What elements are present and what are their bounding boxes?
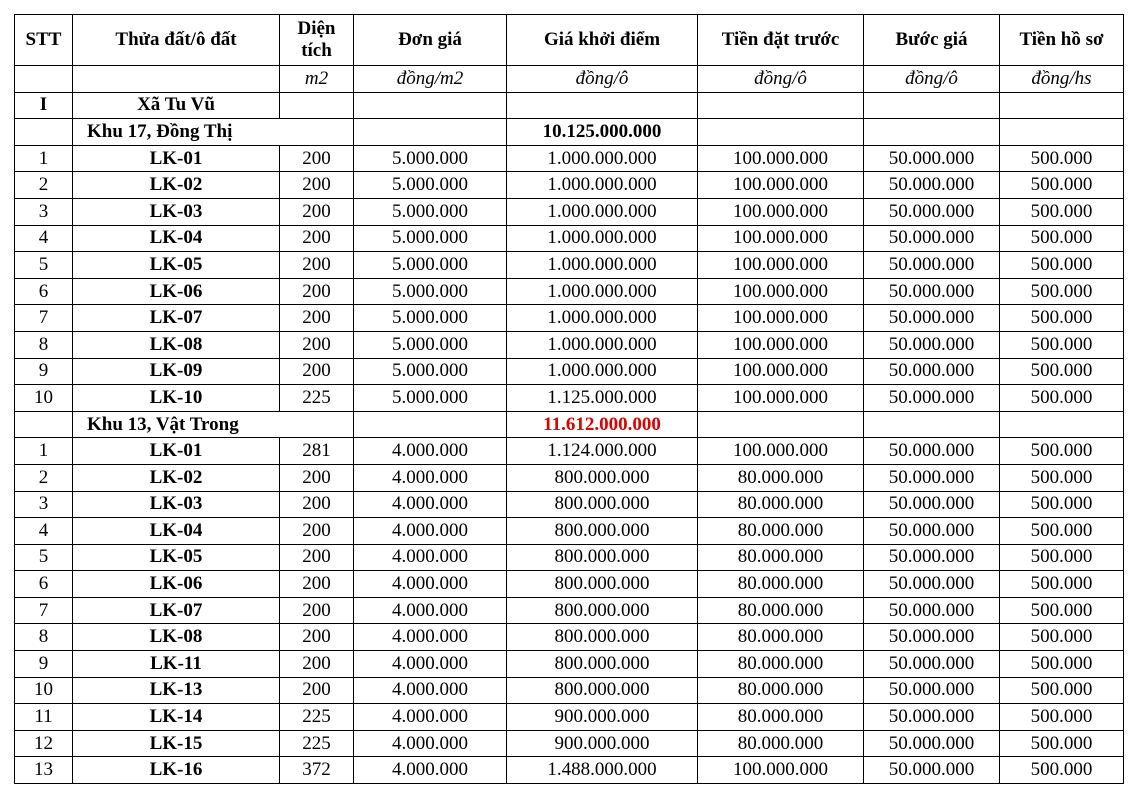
row-starting-price: 1.488.000.000 — [507, 757, 698, 784]
section-row — [15, 92, 1124, 119]
row-area: 200 — [280, 491, 354, 518]
row-deposit: 100.000.000 — [698, 385, 864, 412]
row-stt: 10 — [15, 677, 73, 704]
header-stt: STT — [15, 15, 73, 66]
table-row — [15, 331, 1124, 358]
row-unit-price: 4.000.000 — [354, 491, 507, 518]
row-stt: 7 — [15, 305, 73, 332]
row-parcel: LK-05 — [73, 544, 280, 571]
row-starting-price: 1.000.000.000 — [507, 145, 698, 172]
row-starting-price: 800.000.000 — [507, 464, 698, 491]
row-starting-price: 800.000.000 — [507, 491, 698, 518]
row-unit-price: 5.000.000 — [354, 358, 507, 385]
row-unit-price: 4.000.000 — [354, 571, 507, 598]
row-price-step: 50.000.000 — [864, 757, 1000, 784]
row-deposit: 80.000.000 — [698, 624, 864, 651]
table-row — [15, 438, 1124, 465]
row-area: 372 — [280, 757, 354, 784]
row-dossier-fee: 500.000 — [1000, 145, 1124, 172]
row-stt: 9 — [15, 651, 73, 678]
row-parcel: LK-13 — [73, 677, 280, 704]
row-area: 200 — [280, 544, 354, 571]
row-deposit: 80.000.000 — [698, 704, 864, 731]
row-starting-price: 1.000.000.000 — [507, 278, 698, 305]
row-starting-price: 1.000.000.000 — [507, 225, 698, 252]
area-total: 10.125.000.000 — [507, 119, 698, 146]
row-starting-price: 1.000.000.000 — [507, 358, 698, 385]
row-price-step: 50.000.000 — [864, 651, 1000, 678]
row-deposit: 100.000.000 — [698, 225, 864, 252]
row-parcel: LK-06 — [73, 278, 280, 305]
row-price-step: 50.000.000 — [864, 358, 1000, 385]
table-row — [15, 198, 1124, 225]
row-stt: 2 — [15, 464, 73, 491]
row-starting-price: 1.125.000.000 — [507, 385, 698, 412]
row-dossier-fee: 500.000 — [1000, 385, 1124, 412]
row-stt: 11 — [15, 704, 73, 731]
row-unit-price: 4.000.000 — [354, 624, 507, 651]
row-parcel: LK-05 — [73, 252, 280, 279]
row-unit-price: 5.000.000 — [354, 145, 507, 172]
row-starting-price: 1.000.000.000 — [507, 252, 698, 279]
row-deposit: 100.000.000 — [698, 145, 864, 172]
row-stt: 6 — [15, 571, 73, 598]
row-starting-price: 800.000.000 — [507, 651, 698, 678]
row-unit-price: 4.000.000 — [354, 757, 507, 784]
unit-cell: đồng/m2 — [354, 66, 507, 93]
row-dossier-fee: 500.000 — [1000, 730, 1124, 757]
row-stt: 1 — [15, 438, 73, 465]
row-area: 200 — [280, 331, 354, 358]
row-parcel: LK-08 — [73, 624, 280, 651]
row-area: 200 — [280, 278, 354, 305]
row-parcel: LK-07 — [73, 305, 280, 332]
table-row — [15, 544, 1124, 571]
row-parcel: LK-02 — [73, 464, 280, 491]
row-dossier-fee: 500.000 — [1000, 172, 1124, 199]
row-price-step: 50.000.000 — [864, 597, 1000, 624]
row-area: 200 — [280, 172, 354, 199]
row-stt: 3 — [15, 198, 73, 225]
row-unit-price: 4.000.000 — [354, 651, 507, 678]
row-stt: 8 — [15, 624, 73, 651]
row-price-step: 50.000.000 — [864, 730, 1000, 757]
row-area: 200 — [280, 145, 354, 172]
row-stt: 10 — [15, 385, 73, 412]
row-starting-price: 1.000.000.000 — [507, 331, 698, 358]
row-price-step: 50.000.000 — [864, 624, 1000, 651]
row-dossier-fee: 500.000 — [1000, 518, 1124, 545]
table-row — [15, 385, 1124, 412]
unit-cell: đồng/ô — [864, 66, 1000, 93]
row-area: 200 — [280, 651, 354, 678]
header-unit-price: Đơn giá — [354, 15, 507, 66]
row-deposit: 100.000.000 — [698, 305, 864, 332]
row-starting-price: 800.000.000 — [507, 597, 698, 624]
header-deposit: Tiền đặt trước — [698, 15, 864, 66]
row-parcel: LK-02 — [73, 172, 280, 199]
unit-cell: đồng/hs — [1000, 66, 1124, 93]
row-price-step: 50.000.000 — [864, 385, 1000, 412]
row-stt: 12 — [15, 730, 73, 757]
row-parcel: LK-01 — [73, 145, 280, 172]
land-auction-table — [14, 14, 1124, 784]
row-stt: 8 — [15, 331, 73, 358]
row-deposit: 100.000.000 — [698, 198, 864, 225]
area-total: 11.612.000.000 — [507, 411, 698, 438]
row-area: 225 — [280, 704, 354, 731]
row-dossier-fee: 500.000 — [1000, 438, 1124, 465]
row-area: 200 — [280, 677, 354, 704]
row-price-step: 50.000.000 — [864, 518, 1000, 545]
row-starting-price: 1.000.000.000 — [507, 172, 698, 199]
row-area: 281 — [280, 438, 354, 465]
row-parcel: LK-07 — [73, 597, 280, 624]
row-dossier-fee: 500.000 — [1000, 198, 1124, 225]
row-unit-price: 5.000.000 — [354, 331, 507, 358]
unit-cell: đồng/ô — [507, 66, 698, 93]
row-unit-price: 5.000.000 — [354, 252, 507, 279]
row-stt: 5 — [15, 252, 73, 279]
row-area: 200 — [280, 225, 354, 252]
row-dossier-fee: 500.000 — [1000, 331, 1124, 358]
row-stt: 13 — [15, 757, 73, 784]
row-starting-price: 900.000.000 — [507, 730, 698, 757]
header-row — [15, 15, 1124, 66]
header-area: Diện tích — [280, 15, 354, 66]
table-row — [15, 651, 1124, 678]
row-deposit: 80.000.000 — [698, 677, 864, 704]
row-parcel: LK-11 — [73, 651, 280, 678]
row-parcel: LK-09 — [73, 358, 280, 385]
row-price-step: 50.000.000 — [864, 145, 1000, 172]
row-dossier-fee: 500.000 — [1000, 677, 1124, 704]
row-unit-price: 4.000.000 — [354, 730, 507, 757]
row-stt: 4 — [15, 225, 73, 252]
row-parcel: LK-08 — [73, 331, 280, 358]
row-dossier-fee: 500.000 — [1000, 597, 1124, 624]
row-area: 200 — [280, 571, 354, 598]
unit-cell — [15, 66, 73, 93]
row-parcel: LK-06 — [73, 571, 280, 598]
row-deposit: 100.000.000 — [698, 252, 864, 279]
table-row — [15, 172, 1124, 199]
row-starting-price: 1.000.000.000 — [507, 198, 698, 225]
row-parcel: LK-14 — [73, 704, 280, 731]
table-row — [15, 730, 1124, 757]
row-unit-price: 5.000.000 — [354, 225, 507, 252]
table-row — [15, 278, 1124, 305]
row-area: 200 — [280, 624, 354, 651]
row-price-step: 50.000.000 — [864, 438, 1000, 465]
row-area: 200 — [280, 597, 354, 624]
row-dossier-fee: 500.000 — [1000, 464, 1124, 491]
row-price-step: 50.000.000 — [864, 704, 1000, 731]
row-unit-price: 5.000.000 — [354, 198, 507, 225]
row-dossier-fee: 500.000 — [1000, 757, 1124, 784]
row-stt: 3 — [15, 491, 73, 518]
row-dossier-fee: 500.000 — [1000, 704, 1124, 731]
row-unit-price: 4.000.000 — [354, 704, 507, 731]
row-price-step: 50.000.000 — [864, 464, 1000, 491]
area-row — [15, 119, 1124, 146]
table-row — [15, 677, 1124, 704]
table-row — [15, 145, 1124, 172]
table-row — [15, 757, 1124, 784]
row-dossier-fee: 500.000 — [1000, 305, 1124, 332]
row-price-step: 50.000.000 — [864, 225, 1000, 252]
row-stt: 1 — [15, 145, 73, 172]
header-parcel: Thửa đất/ô đất — [73, 15, 280, 66]
row-dossier-fee: 500.000 — [1000, 225, 1124, 252]
table-row — [15, 358, 1124, 385]
units-row — [15, 66, 1124, 93]
header-starting-price: Giá khởi điểm — [507, 15, 698, 66]
row-area: 200 — [280, 358, 354, 385]
table-row — [15, 225, 1124, 252]
table-row — [15, 518, 1124, 545]
row-price-step: 50.000.000 — [864, 252, 1000, 279]
row-deposit: 80.000.000 — [698, 730, 864, 757]
row-stt: 6 — [15, 278, 73, 305]
row-parcel: LK-16 — [73, 757, 280, 784]
row-deposit: 80.000.000 — [698, 651, 864, 678]
row-unit-price: 4.000.000 — [354, 677, 507, 704]
row-deposit: 100.000.000 — [698, 757, 864, 784]
table-row — [15, 491, 1124, 518]
table-row — [15, 305, 1124, 332]
row-parcel: LK-03 — [73, 198, 280, 225]
section-stt: I — [15, 92, 73, 119]
row-stt: 9 — [15, 358, 73, 385]
row-price-step: 50.000.000 — [864, 172, 1000, 199]
row-stt: 2 — [15, 172, 73, 199]
row-starting-price: 800.000.000 — [507, 677, 698, 704]
table-row — [15, 624, 1124, 651]
row-deposit: 80.000.000 — [698, 464, 864, 491]
row-deposit: 100.000.000 — [698, 438, 864, 465]
row-starting-price: 1.124.000.000 — [507, 438, 698, 465]
row-dossier-fee: 500.000 — [1000, 624, 1124, 651]
row-dossier-fee: 500.000 — [1000, 252, 1124, 279]
row-deposit: 100.000.000 — [698, 278, 864, 305]
unit-cell — [73, 66, 280, 93]
row-starting-price: 800.000.000 — [507, 624, 698, 651]
row-deposit: 80.000.000 — [698, 597, 864, 624]
row-price-step: 50.000.000 — [864, 305, 1000, 332]
row-dossier-fee: 500.000 — [1000, 358, 1124, 385]
table-row — [15, 464, 1124, 491]
row-area: 200 — [280, 252, 354, 279]
row-unit-price: 4.000.000 — [354, 544, 507, 571]
row-deposit: 100.000.000 — [698, 331, 864, 358]
row-parcel: LK-01 — [73, 438, 280, 465]
table-row — [15, 704, 1124, 731]
row-starting-price: 800.000.000 — [507, 571, 698, 598]
row-parcel: LK-04 — [73, 225, 280, 252]
section-name: Xã Tu Vũ — [73, 92, 280, 119]
unit-cell: đồng/ô — [698, 66, 864, 93]
row-dossier-fee: 500.000 — [1000, 544, 1124, 571]
row-deposit: 80.000.000 — [698, 518, 864, 545]
row-deposit: 100.000.000 — [698, 358, 864, 385]
row-unit-price: 4.000.000 — [354, 438, 507, 465]
row-unit-price: 4.000.000 — [354, 464, 507, 491]
row-price-step: 50.000.000 — [864, 544, 1000, 571]
header-dossier-fee: Tiền hồ sơ — [1000, 15, 1124, 66]
row-starting-price: 800.000.000 — [507, 544, 698, 571]
row-parcel: LK-10 — [73, 385, 280, 412]
row-unit-price: 5.000.000 — [354, 385, 507, 412]
row-stt: 4 — [15, 518, 73, 545]
row-starting-price: 900.000.000 — [507, 704, 698, 731]
area-row — [15, 411, 1124, 438]
row-dossier-fee: 500.000 — [1000, 491, 1124, 518]
table-row — [15, 252, 1124, 279]
row-unit-price: 5.000.000 — [354, 305, 507, 332]
row-unit-price: 4.000.000 — [354, 518, 507, 545]
row-unit-price: 5.000.000 — [354, 172, 507, 199]
row-deposit: 80.000.000 — [698, 544, 864, 571]
row-price-step: 50.000.000 — [864, 198, 1000, 225]
row-unit-price: 5.000.000 — [354, 278, 507, 305]
row-parcel: LK-15 — [73, 730, 280, 757]
row-area: 200 — [280, 464, 354, 491]
table-row — [15, 571, 1124, 598]
row-deposit: 80.000.000 — [698, 491, 864, 518]
row-price-step: 50.000.000 — [864, 278, 1000, 305]
row-dossier-fee: 500.000 — [1000, 571, 1124, 598]
area-name: Khu 17, Đồng Thị — [73, 119, 354, 146]
row-unit-price: 4.000.000 — [354, 597, 507, 624]
row-parcel: LK-04 — [73, 518, 280, 545]
row-area: 200 — [280, 305, 354, 332]
row-starting-price: 800.000.000 — [507, 518, 698, 545]
row-area: 225 — [280, 730, 354, 757]
row-dossier-fee: 500.000 — [1000, 278, 1124, 305]
row-price-step: 50.000.000 — [864, 571, 1000, 598]
row-deposit: 80.000.000 — [698, 571, 864, 598]
header-price-step: Bước giá — [864, 15, 1000, 66]
row-area: 200 — [280, 198, 354, 225]
row-price-step: 50.000.000 — [864, 491, 1000, 518]
row-deposit: 100.000.000 — [698, 172, 864, 199]
row-area: 200 — [280, 518, 354, 545]
row-parcel: LK-03 — [73, 491, 280, 518]
unit-cell: m2 — [280, 66, 354, 93]
row-stt: 5 — [15, 544, 73, 571]
row-starting-price: 1.000.000.000 — [507, 305, 698, 332]
row-stt: 7 — [15, 597, 73, 624]
row-price-step: 50.000.000 — [864, 677, 1000, 704]
row-dossier-fee: 500.000 — [1000, 651, 1124, 678]
table-row — [15, 597, 1124, 624]
row-price-step: 50.000.000 — [864, 331, 1000, 358]
area-name: Khu 13, Vật Trong — [73, 411, 354, 438]
row-area: 225 — [280, 385, 354, 412]
